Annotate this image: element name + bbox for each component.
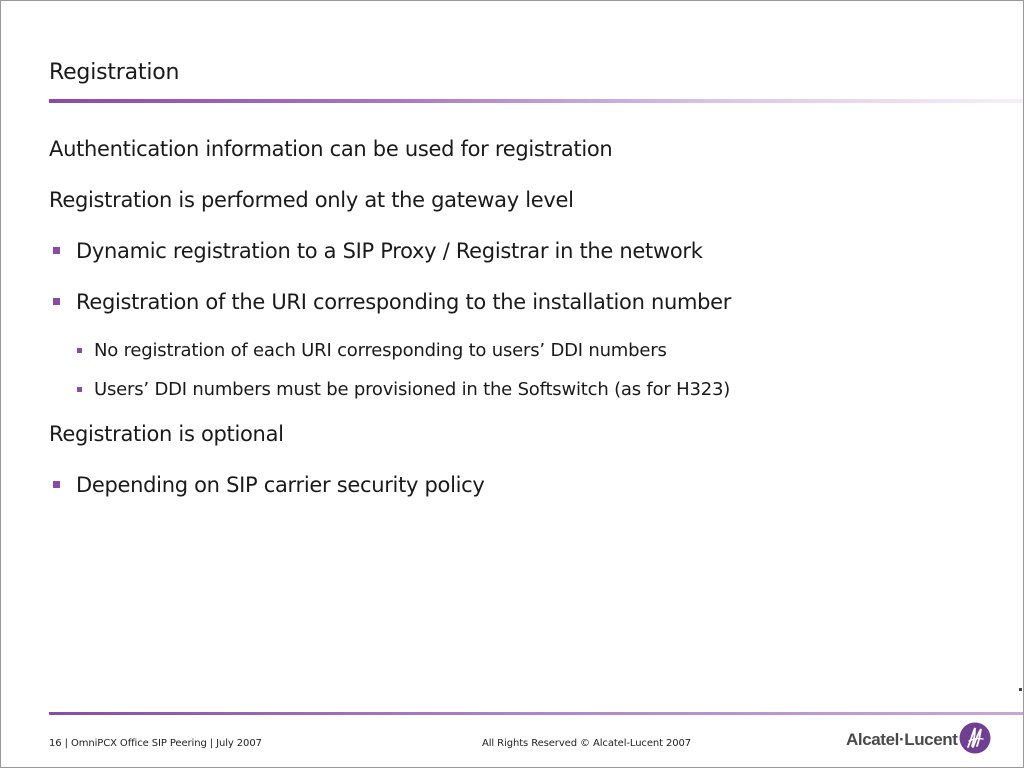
footer-page-info: 16 | OmniPCX Office SIP Peering | July 2007 bbox=[49, 738, 262, 749]
slide-title: Registration bbox=[49, 60, 180, 85]
body-line-0: Authentication information can be used for registration bbox=[49, 137, 613, 161]
footer-rule bbox=[49, 712, 1023, 715]
bullet-square-icon bbox=[77, 387, 82, 392]
body-line-4: No registration of each URI corresponding to users’ DDI numbers bbox=[94, 340, 667, 361]
bullet-square-icon bbox=[77, 348, 82, 353]
logo-wordmark: Alcatel·Lucent bbox=[846, 730, 958, 749]
title-underline bbox=[49, 99, 1023, 103]
body-line-1: Registration is performed only at the gateway level bbox=[49, 188, 574, 212]
body-line-5: Users’ DDI numbers must be provisioned in the Softswitch (as for H323) bbox=[94, 379, 731, 400]
edge-mark bbox=[1019, 688, 1022, 691]
body-line-7: Depending on SIP carrier security policy bbox=[76, 473, 485, 497]
footer-copyright: All Rights Reserved © Alcatel-Lucent 2007 bbox=[482, 738, 692, 749]
body-line-3: Registration of the URI corresponding to the installation number bbox=[76, 290, 732, 314]
bullet-square-icon bbox=[53, 481, 60, 488]
body-line-2: Dynamic registration to a SIP Proxy / Registrar in the network bbox=[76, 239, 703, 263]
alcatel-lucent-swirl-icon bbox=[959, 722, 991, 754]
bullet-square-icon bbox=[53, 298, 60, 305]
company-logo bbox=[846, 722, 996, 758]
bullet-square-icon bbox=[53, 247, 60, 254]
body-line-6: Registration is optional bbox=[49, 422, 284, 446]
